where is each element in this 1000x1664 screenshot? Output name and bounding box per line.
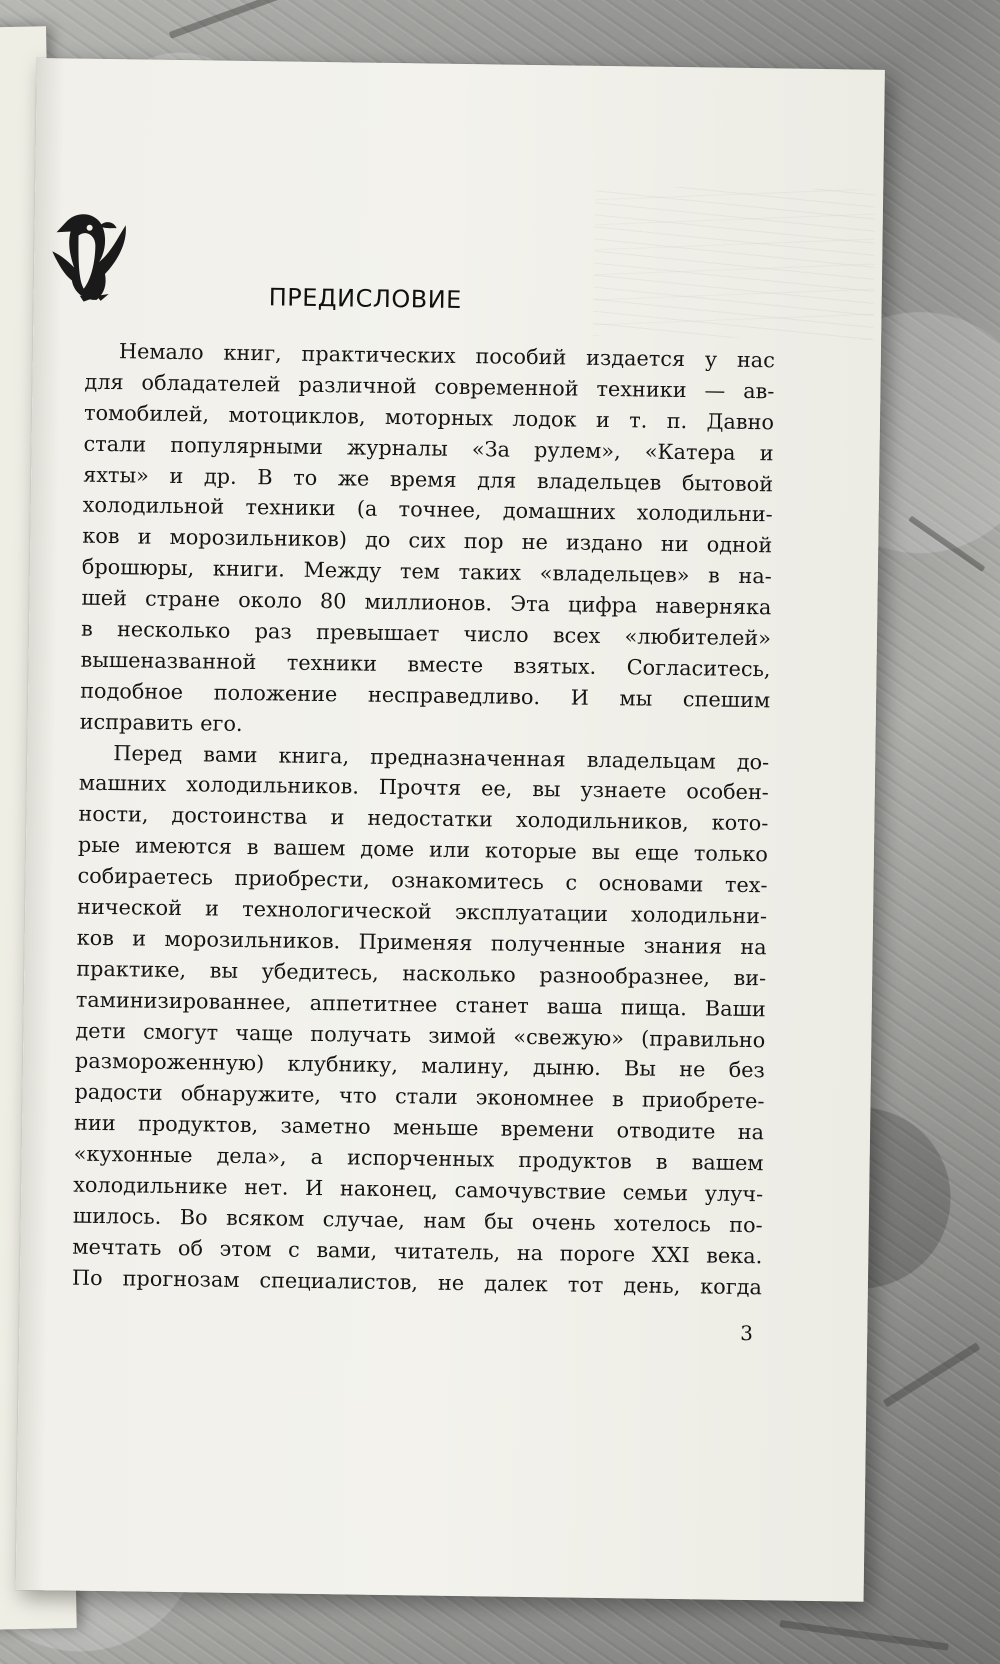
word: и: [132, 926, 147, 951]
word: таких: [458, 560, 522, 586]
word: только: [693, 841, 769, 867]
word: издается: [585, 345, 686, 372]
word: подобное: [80, 678, 184, 704]
book-page: [16, 58, 885, 1602]
word: мотоциклов,: [228, 402, 366, 429]
word: продуктов: [518, 1147, 633, 1174]
word: дети: [75, 1018, 127, 1043]
word: «любителей»: [624, 624, 772, 651]
word: на: [516, 1240, 544, 1266]
word: книги.: [212, 556, 286, 582]
word: точнее,: [398, 497, 482, 523]
word: миллионов.: [364, 589, 493, 616]
word: Ваши: [704, 996, 766, 1021]
word: мечтать: [72, 1234, 162, 1260]
word: рулем»,: [533, 437, 621, 463]
word: до-: [736, 749, 770, 774]
word: время: [389, 466, 457, 492]
word: всяком: [225, 1205, 305, 1231]
word: всех: [552, 623, 601, 648]
word: тем: [399, 559, 441, 584]
word: «свежую»: [513, 1024, 625, 1050]
word: таминизированнее,: [75, 987, 292, 1015]
word: века.: [706, 1243, 763, 1269]
word: ознакомитесь: [391, 868, 545, 895]
word: читатель,: [393, 1238, 501, 1265]
word: «Катера: [644, 439, 736, 465]
word: день,: [623, 1273, 681, 1298]
word: томобилей,: [83, 400, 210, 427]
word: получать: [310, 1021, 412, 1047]
word: достоинства: [171, 803, 308, 830]
word: и: [595, 407, 610, 432]
word: Между: [303, 558, 382, 584]
word: современной: [434, 374, 579, 401]
word: морозильников): [169, 525, 348, 552]
word: этом: [219, 1236, 272, 1262]
background-crack: [780, 1620, 949, 1651]
word: испорченных: [346, 1145, 495, 1172]
word: а: [310, 1145, 324, 1170]
word: в: [246, 835, 259, 860]
word: радости: [74, 1080, 163, 1106]
word: различной: [298, 372, 417, 399]
word: бытовой: [681, 470, 774, 496]
word: 80: [319, 589, 347, 614]
word: нии: [73, 1110, 116, 1136]
page-title: ПРЕДИСЛОВИЕ: [268, 283, 463, 314]
word: чаще: [235, 1020, 294, 1046]
word: практике,: [76, 956, 187, 982]
word: журналы: [346, 435, 448, 461]
word: Прочтя: [378, 775, 462, 801]
word: «владельцев»: [539, 561, 690, 588]
word: смогут: [142, 1019, 219, 1045]
word: для: [477, 467, 517, 493]
word: продуктов,: [137, 1111, 259, 1138]
word: дыню.: [532, 1055, 602, 1081]
word: не: [521, 530, 549, 555]
word: машних: [78, 771, 167, 797]
word: сих: [408, 528, 446, 554]
word: еще: [634, 840, 680, 866]
word: пища.: [620, 994, 687, 1020]
word: несколько: [116, 617, 231, 643]
word: стране: [144, 586, 221, 612]
word: особен-: [686, 779, 769, 805]
word: меньше: [392, 1115, 479, 1141]
word: обладателей: [141, 370, 281, 397]
word: эксплуатации: [454, 899, 609, 927]
background-crack: [908, 516, 985, 573]
word: вы: [532, 777, 561, 802]
word: в: [80, 616, 93, 641]
word: брошюры,: [81, 554, 195, 581]
word: полученные: [490, 931, 626, 958]
word: издано: [565, 530, 643, 556]
page-bleed-through: [593, 186, 875, 340]
word: ав-: [743, 378, 775, 404]
word: на: [740, 934, 767, 960]
word: ков: [82, 524, 120, 549]
word: в: [655, 1149, 668, 1175]
word: ви-: [733, 965, 767, 991]
word: узнаете: [580, 778, 667, 804]
word: Согласитесь,: [626, 655, 771, 682]
word: моторных: [384, 404, 494, 431]
word: техники: [245, 495, 336, 521]
word: экономнее: [475, 1085, 595, 1112]
word: п.: [666, 408, 688, 433]
word: же: [337, 465, 370, 491]
word: обнаружите,: [180, 1081, 322, 1108]
word: насколько: [402, 961, 516, 987]
word: пороге: [559, 1241, 636, 1267]
word: холодильной: [82, 493, 225, 520]
word: дела»,: [216, 1143, 287, 1169]
word: знания: [643, 933, 723, 959]
word: ности,: [78, 802, 149, 827]
word: (а: [356, 496, 378, 522]
word: для: [84, 369, 124, 395]
word: яхты»: [83, 462, 149, 488]
word: нам: [423, 1208, 466, 1234]
word: несправедливо.: [367, 682, 541, 709]
background-crack: [883, 1342, 981, 1407]
word: очень: [531, 1209, 596, 1235]
word: исправить: [79, 709, 194, 735]
word: ков: [76, 925, 115, 951]
word: рые: [77, 832, 121, 858]
word: И: [304, 1175, 324, 1201]
word: стали: [83, 431, 147, 457]
word: вы: [591, 840, 621, 865]
word: число: [463, 622, 529, 647]
word: вами: [203, 741, 258, 767]
word: положение: [213, 680, 338, 707]
word: вместе: [407, 652, 484, 678]
word: лодок: [512, 406, 577, 432]
word: отводите: [616, 1118, 716, 1144]
word: домашних: [502, 499, 616, 525]
word: Эта: [510, 591, 551, 617]
word: или: [428, 837, 471, 863]
word: улуч-: [704, 1181, 764, 1207]
word: спешим: [682, 686, 771, 713]
word: взятых.: [513, 653, 597, 679]
word: то: [293, 465, 318, 490]
word: не: [679, 1057, 706, 1082]
word: далек: [483, 1271, 549, 1296]
word: холодильни-: [630, 902, 768, 929]
word: —: [704, 378, 726, 403]
word: клубнику,: [287, 1052, 399, 1078]
penguin-icon: [50, 204, 133, 305]
word: его.: [200, 711, 243, 736]
word: книг,: [223, 340, 282, 366]
word: нет.: [243, 1175, 289, 1200]
word: вашем: [273, 835, 346, 861]
word: ни: [660, 532, 689, 557]
word: по-: [729, 1212, 763, 1238]
word: раз: [254, 619, 292, 644]
word: популярными: [170, 432, 324, 459]
word: убедитесь,: [261, 959, 379, 985]
word: зимой: [428, 1023, 497, 1049]
word: холодильни-: [636, 500, 773, 527]
word: размороженную): [74, 1049, 265, 1076]
word: семьи: [622, 1180, 689, 1206]
word: заметно: [280, 1113, 371, 1140]
word: владельцев: [536, 468, 662, 495]
word: мы: [619, 685, 653, 711]
word: доме: [360, 836, 415, 862]
word: с: [287, 1237, 300, 1262]
word: в: [707, 563, 721, 588]
word: хотелось: [613, 1211, 711, 1237]
word: на: [737, 1120, 765, 1145]
word: По: [71, 1265, 103, 1290]
word: книга,: [278, 743, 350, 769]
word: в: [611, 1087, 624, 1112]
word: Давно: [706, 409, 775, 435]
word: шей: [81, 585, 128, 611]
word: около: [238, 587, 303, 613]
word: нической: [76, 894, 183, 921]
word: случае,: [322, 1207, 406, 1233]
word: техники: [596, 376, 687, 402]
word: и: [204, 896, 220, 921]
word: приобрести,: [234, 865, 370, 892]
word: стали: [394, 1084, 458, 1110]
word: бы: [484, 1209, 514, 1234]
word: у: [704, 347, 718, 372]
word: тот: [567, 1272, 604, 1297]
word: наконец,: [339, 1176, 439, 1202]
word: без: [728, 1058, 766, 1083]
word: что: [338, 1083, 378, 1109]
word: Перед: [113, 740, 183, 766]
word: «кухонные: [73, 1141, 193, 1168]
word: ваша: [546, 993, 603, 1019]
word: Применяя: [358, 929, 473, 956]
background-crack: [169, 0, 284, 39]
word: наверняка: [655, 593, 772, 620]
body-text: [72, 336, 775, 1303]
word: ее,: [480, 776, 513, 802]
word: технологической: [242, 896, 432, 924]
word: холодильников.: [186, 772, 360, 800]
word: об: [177, 1235, 204, 1261]
word: предназначенная: [370, 744, 566, 772]
word: т.: [629, 408, 648, 433]
word: вами,: [316, 1237, 378, 1263]
word: времени: [500, 1116, 595, 1143]
word: И: [570, 685, 590, 710]
word: нас: [736, 347, 776, 373]
word: и: [759, 440, 774, 465]
word: владельцам: [586, 747, 716, 774]
word: тех-: [724, 872, 768, 898]
word: холодильнике: [73, 1172, 228, 1199]
word: станет: [455, 992, 529, 1018]
word: и: [330, 805, 345, 830]
word: одной: [706, 532, 773, 558]
word: шилось.: [72, 1203, 162, 1229]
word: морозильников.: [164, 926, 341, 954]
word: малину,: [421, 1053, 510, 1080]
word: цифра: [567, 592, 638, 618]
word: Немало: [118, 339, 204, 365]
word: собираетесь: [77, 863, 214, 890]
word: «За: [471, 436, 511, 462]
word: не: [437, 1270, 465, 1295]
word: самочувствие: [454, 1177, 607, 1205]
word: вашем: [691, 1150, 764, 1176]
page-number: 3: [740, 1320, 754, 1346]
word: пор: [463, 529, 504, 554]
word: др.: [203, 463, 237, 489]
word: превышает: [315, 619, 440, 646]
word: вы: [209, 958, 239, 983]
word: специалистов,: [259, 1267, 419, 1295]
word: на-: [738, 564, 772, 589]
word: с: [565, 870, 578, 895]
word: недостатки: [367, 806, 494, 832]
word: имеются: [134, 833, 233, 860]
word: и: [137, 524, 152, 549]
word: аппетитнее: [309, 990, 438, 1017]
word: приобрете-: [641, 1087, 765, 1114]
word: которые: [484, 838, 577, 864]
word: практических: [301, 341, 456, 368]
word: XXI: [651, 1242, 690, 1268]
word: Вы: [623, 1056, 657, 1082]
word: холодильников,: [515, 808, 689, 835]
word: В: [257, 464, 273, 489]
word: (правильно: [640, 1026, 766, 1052]
word: до: [364, 527, 391, 553]
word: когда: [700, 1274, 763, 1299]
word: вышеназванной: [80, 647, 257, 675]
word: кото-: [711, 810, 769, 836]
word: техники: [286, 650, 378, 676]
word: Во: [179, 1205, 208, 1230]
word: разнообразнее,: [539, 962, 711, 990]
word: и: [169, 463, 184, 488]
word: основами: [598, 871, 704, 897]
word: прогнозам: [122, 1266, 240, 1292]
word: пособий: [475, 344, 567, 370]
